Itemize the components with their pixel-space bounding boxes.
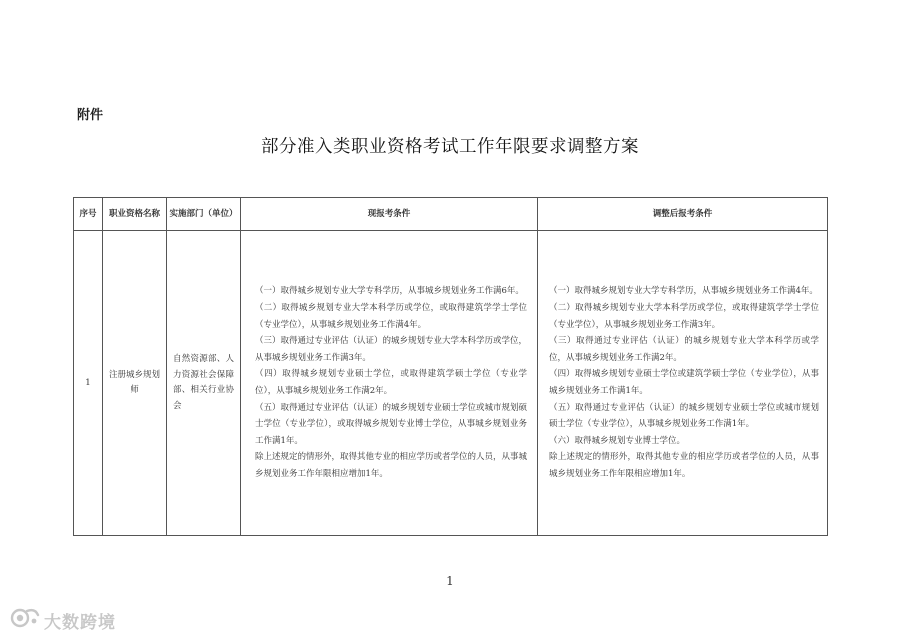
page-number: 1 — [446, 574, 454, 588]
table-row — [74, 231, 828, 536]
header-name: 职业资格名称 — [103, 198, 167, 231]
row-dept: 自然资源部、人力资源社会保障部、相关行业协会 — [167, 231, 241, 536]
requirements-table — [73, 197, 828, 536]
current-condition-1: （一）取得城乡规划专业大学专科学历，从事城乡规划业务工作满6年。 — [255, 286, 524, 297]
adjusted-condition-note: 除上述规定的情形外，取得其他专业的相应学历或者学位的人员，从事城乡规划业务工作年限相应增加1年。 — [549, 452, 819, 479]
current-condition-5: （五）取得通过专业评估（认证）的城乡规划专业硕士学位或城市规划硕士学位（专业学位），或取得城乡规划专业博士学位，从事城乡规划业务工作满1年。 — [255, 402, 528, 446]
attachment-label: 附件 — [77, 108, 104, 123]
adjusted-condition-2: （二）取得城乡规划专业大学本科学历或学位，或取得建筑学学士学位（专业学位），从事城乡规划业务工作满3年。 — [549, 303, 819, 330]
watermark — [10, 605, 116, 635]
current-condition-4: （四）取得城乡规划专业硕士学位，或取得建筑学硕士学位（专业学位），从事城乡规划业务工作满2年。 — [255, 369, 527, 396]
current-condition-2: （二）取得城乡规划专业大学本科学历或学位，或取得建筑学学士学位（专业学位），从事城乡规划业务工作满4年。 — [255, 303, 527, 330]
current-conditions — [241, 231, 538, 536]
row-no: 1 — [74, 231, 103, 536]
header-no: 序号 — [74, 198, 103, 231]
adjusted-condition-4: （四）取得城乡规划专业硕士学位或建筑学硕士学位（专业学位），从事城乡规划业务工作满1年。 — [549, 369, 819, 396]
adjusted-conditions — [538, 231, 828, 536]
brand-logo-icon — [10, 605, 40, 635]
current-condition-3: （三）取得通过专业评估（认证）的城乡规划专业大学本科学历或学位，从事城乡规划业务工作满3年。 — [255, 336, 528, 363]
header-current: 现报考条件 — [241, 198, 538, 231]
adjusted-condition-1: （一）取得城乡规划专业大学专科学历，从事城乡规划业务工作满4年。 — [549, 286, 818, 297]
current-condition-note: 除上述规定的情形外，取得其他专业的相应学历或者学位的人员，从事城乡规划业务工作年限相应增加1年。 — [255, 452, 528, 479]
header-adjusted: 调整后报考条件 — [538, 198, 828, 231]
adjusted-condition-6: （六）取得城乡规划专业博士学位。 — [549, 435, 686, 446]
document-title: 部分准入类职业资格考试工作年限要求调整方案 — [261, 137, 639, 157]
row-name: 注册城乡规划师 — [103, 231, 167, 536]
table-header-row — [74, 198, 828, 231]
header-dept: 实施部门（单位） — [167, 198, 241, 231]
watermark-text: 大数跨境 — [44, 612, 116, 633]
adjusted-condition-3: （三）取得通过专业评估（认证）的城乡规划专业大学本科学历或学位，从事城乡规划业务工作满2年。 — [549, 336, 819, 363]
adjusted-condition-5: （五）取得通过专业评估（认证）的城乡规划专业硕士学位或城市规划硕士学位（专业学位），从事城乡规划业务工作满1年。 — [549, 402, 819, 430]
